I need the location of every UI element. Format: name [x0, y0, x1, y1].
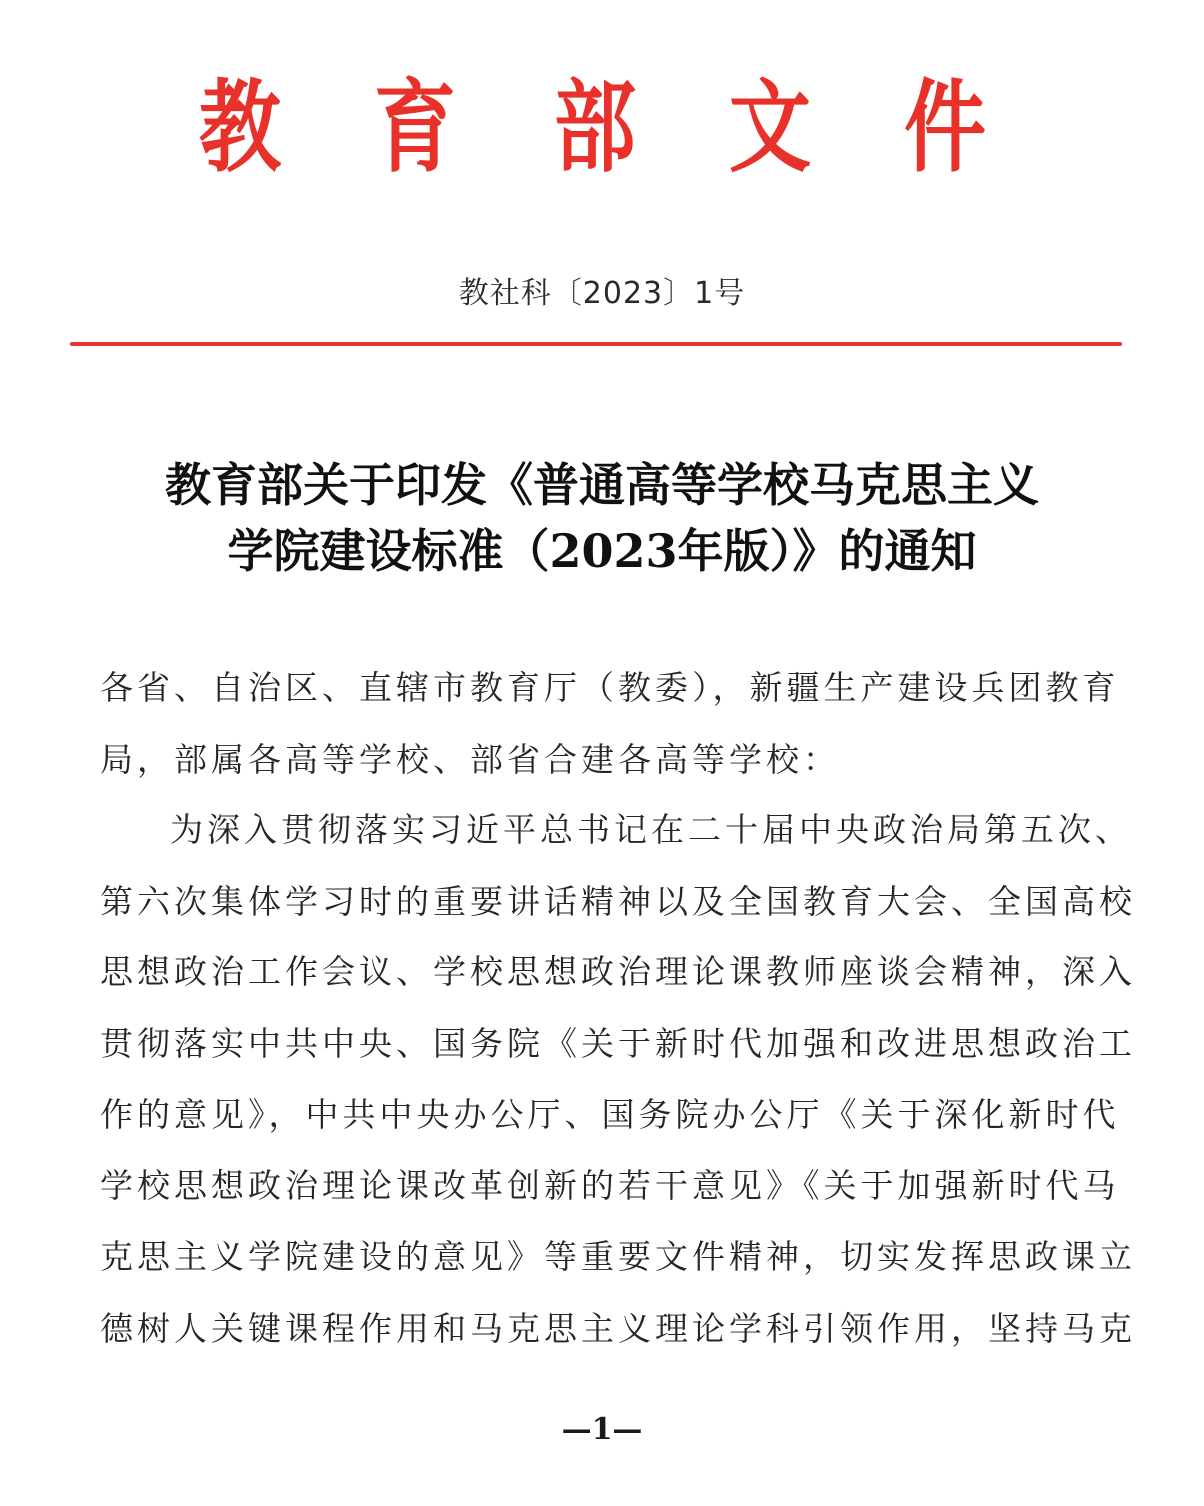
paragraph-line: 第六次集体学习时的重要讲话精神以及全国教育大会、全国高校	[100, 882, 1136, 921]
masthead	[0, 62, 1204, 192]
paragraph-line: 为深入贯彻落实习近平总书记在二十届中央政治局第五次、	[170, 810, 1132, 849]
paragraph-line: 作的意见》，中共中央办公厅、国务院办公厅《关于深化新时代	[100, 1095, 1120, 1134]
masthead-char: 文	[729, 68, 811, 186]
masthead-char: 教	[199, 68, 281, 186]
document-title	[0, 452, 1204, 584]
masthead-char: 育	[374, 68, 456, 186]
masthead-char: 件	[904, 68, 986, 186]
title-line: 教育部关于印发《普通高等学校马克思主义	[165, 458, 1039, 512]
salutation-line: 各省、自治区、直辖市教育厅（教委），新疆生产建设兵团教育	[100, 668, 1120, 707]
masthead-char: 部	[554, 68, 636, 186]
paragraph-line: 德树人关键课程作用和马克思主义理论学科引领作用，坚持马克	[100, 1309, 1136, 1348]
paragraph-line: 思想政治工作会议、学校思想政治理论课教师座谈会精神，深入	[100, 952, 1136, 991]
paragraph-line: 贯彻落实中共中央、国务院《关于新时代加强和改进思想政治工	[100, 1024, 1136, 1063]
title-line: 学院建设标准（2023年版）》的通知	[227, 524, 977, 578]
paragraph-line: 学校思想政治理论课改革创新的若干意见》《关于加强新时代马	[100, 1166, 1120, 1205]
red-divider-rule	[70, 342, 1122, 346]
document-number: 教社科〔2023〕1号	[458, 276, 746, 311]
page-number: —1—	[561, 1412, 643, 1447]
paragraph-line: 克思主义学院建设的意见》等重要文件精神，切实发挥思政课立	[100, 1237, 1136, 1276]
salutation-line: 局，部属各高等学校、部省合建各高等学校：	[100, 740, 840, 779]
